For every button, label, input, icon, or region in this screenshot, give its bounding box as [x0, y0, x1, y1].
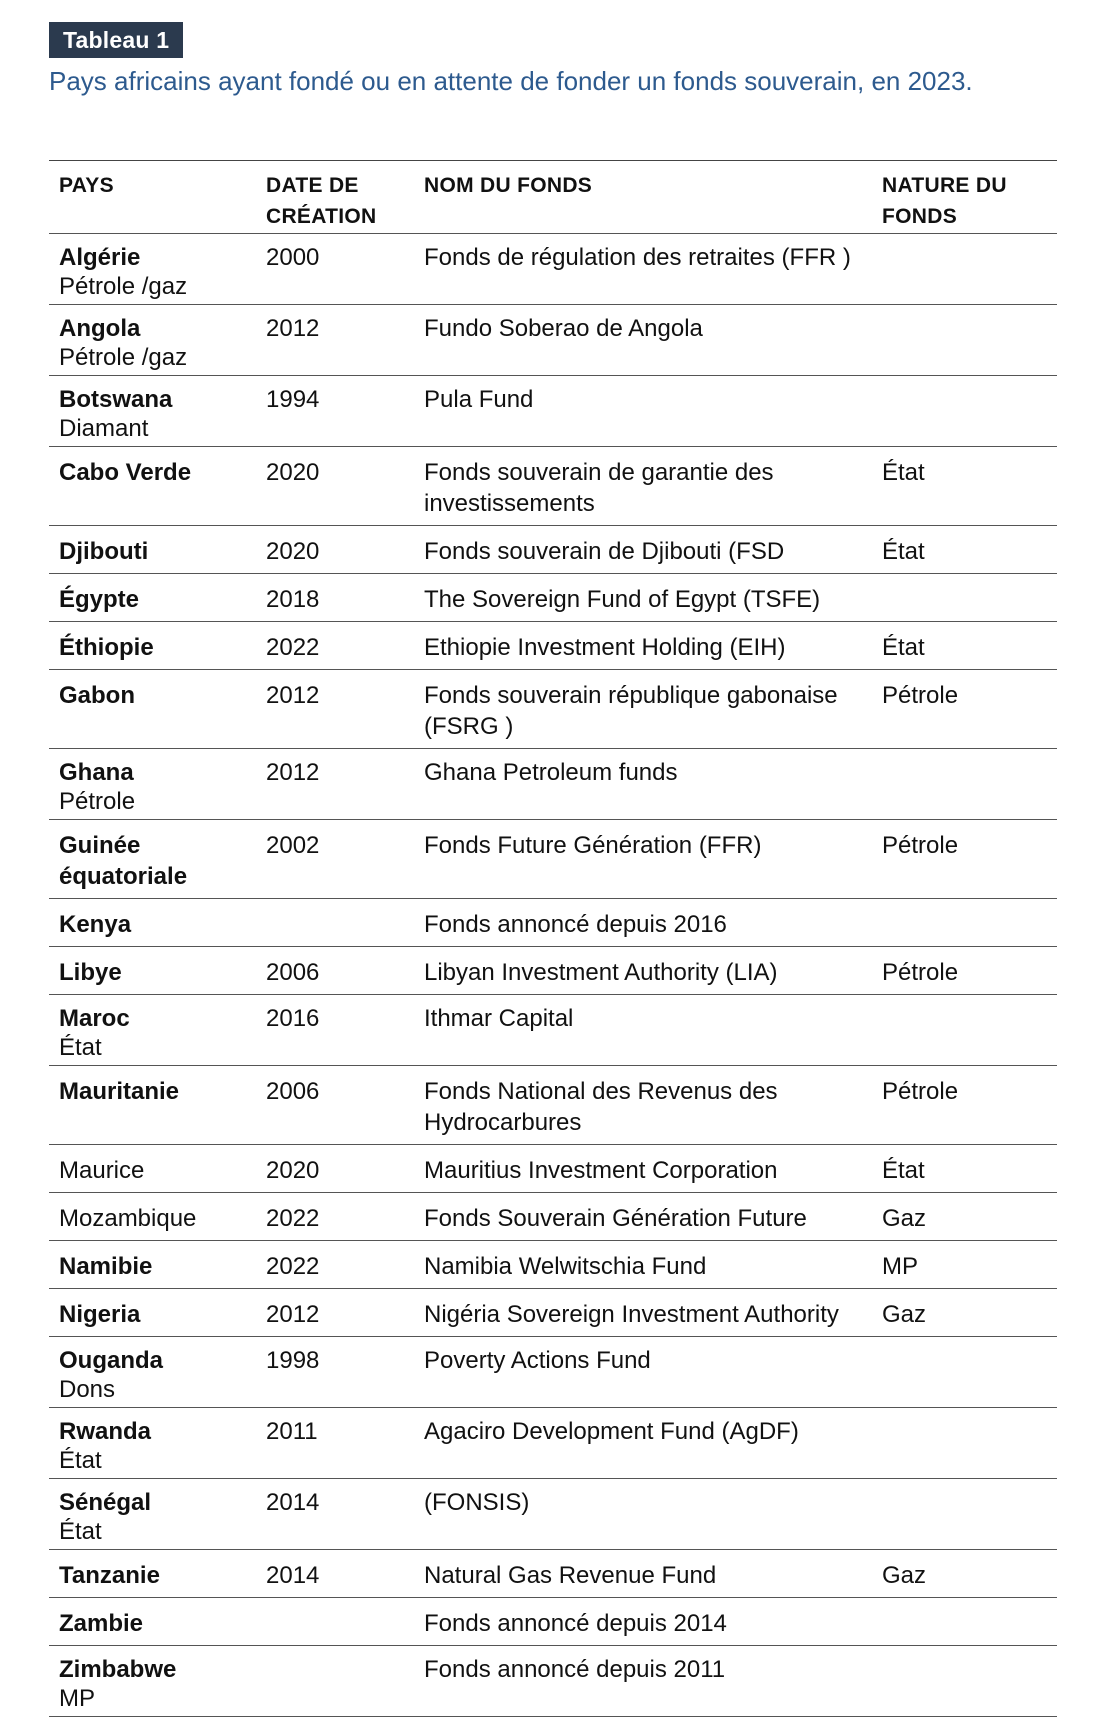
- table-row: [49, 1479, 1057, 1550]
- fund-name-cell: Nigéria Sovereign Investment Authority: [424, 1301, 839, 1328]
- country-name: Namibie: [59, 1253, 153, 1280]
- fund-name-cell: Fonds de régulation des retraites (FFR ): [424, 244, 851, 271]
- table-row: [49, 1598, 1057, 1646]
- country-cell: [49, 680, 266, 742]
- country-name: Rwanda: [59, 1418, 152, 1445]
- country-name: Mozambique: [59, 1205, 197, 1232]
- creation-date-cell: [266, 909, 424, 940]
- header-date: [266, 170, 424, 232]
- fund-name-cell: Namibia Welwitschia Fund: [424, 1253, 707, 1280]
- country-resource: État: [59, 1447, 102, 1474]
- fund-name-cell: Fonds annoncé depuis 2014: [424, 1610, 727, 1637]
- fund-nature-cell: Pétrole: [882, 959, 959, 986]
- header-country-label: PAYS: [59, 174, 114, 197]
- creation-date-cell: 2022: [266, 634, 320, 661]
- creation-date-cell: 2006: [266, 959, 320, 986]
- fund-name-cell: Fonds annoncé depuis 2011: [424, 1656, 726, 1683]
- fund-nature-cell: Pétrole: [882, 1078, 959, 1105]
- fund-nature-cell: [882, 313, 1057, 371]
- fund-name-cell: Fonds annoncé depuis 2016: [424, 911, 727, 938]
- table-row: [49, 1289, 1057, 1337]
- table-row: [49, 1550, 1057, 1598]
- creation-date-cell: 2018: [266, 586, 320, 613]
- country-resource: État: [59, 1034, 102, 1061]
- fund-name-cell: Ghana Petroleum funds: [424, 759, 678, 786]
- fund-nature-cell: [882, 1345, 1057, 1403]
- fund-name-cell: Agaciro Development Fund (AgDF): [424, 1418, 799, 1445]
- table-row: [49, 574, 1057, 622]
- table-row: [49, 1241, 1057, 1289]
- country-name: Ghana: [59, 759, 134, 786]
- country-cell: [49, 1203, 266, 1234]
- country-name: Zambie: [59, 1610, 144, 1637]
- table-row: [49, 995, 1057, 1066]
- country-cell: [49, 1416, 266, 1474]
- fund-name-cell: Fonds souverain république gabonaise (FSRG ): [424, 682, 838, 740]
- country-cell: [49, 584, 266, 615]
- creation-date-cell: 2020: [266, 538, 320, 565]
- country-name: Kenya: [59, 911, 132, 938]
- table-label: Tableau 1: [49, 22, 183, 58]
- header-nature-line2: FONDS: [882, 205, 957, 228]
- country-cell: [49, 632, 266, 663]
- country-cell: [49, 1155, 266, 1186]
- creation-date-cell: 2000: [266, 244, 320, 271]
- fund-nature-cell: MP: [882, 1253, 918, 1280]
- table-row: [49, 376, 1057, 447]
- table-row: [49, 1337, 1057, 1408]
- country-name: Maroc: [59, 1005, 130, 1032]
- country-name: Angola: [59, 315, 141, 342]
- creation-date-cell: 1994: [266, 386, 320, 413]
- fund-name-cell: Ethiopie Investment Holding (EIH): [424, 634, 786, 661]
- country-cell: [49, 1251, 266, 1282]
- country-name: Maurice: [59, 1157, 145, 1184]
- country-cell: [49, 909, 266, 940]
- country-resource: Pétrole /gaz: [59, 344, 188, 371]
- fund-nature-cell: [882, 1487, 1057, 1545]
- fund-nature-cell: [882, 242, 1057, 300]
- fund-nature-cell: Pétrole: [882, 682, 959, 709]
- creation-date-cell: 2006: [266, 1078, 320, 1105]
- fund-name-cell: Poverty Actions Fund: [424, 1347, 651, 1374]
- country-cell: [49, 957, 266, 988]
- fund-nature-cell: État: [882, 538, 925, 565]
- fund-name-cell: Fundo Soberao de Angola: [424, 315, 703, 342]
- fund-name-cell: Fonds souverain de garantie des investissements: [424, 459, 774, 517]
- fund-name-cell: Fonds National des Revenus des Hydrocarbures: [424, 1078, 778, 1136]
- country-name: Sénégal: [59, 1489, 152, 1516]
- country-name: Mauritanie: [59, 1078, 180, 1105]
- country-cell: [49, 384, 266, 442]
- header-country: [49, 170, 266, 232]
- fund-name-cell: Natural Gas Revenue Fund: [424, 1562, 717, 1589]
- country-cell: [49, 757, 266, 815]
- creation-date-cell: 2020: [266, 1157, 320, 1184]
- country-resource: État: [59, 1518, 102, 1545]
- fund-nature-cell: [882, 1654, 1057, 1712]
- fund-name-cell: Ithmar Capital: [424, 1005, 574, 1032]
- country-name: Cabo Verde: [59, 459, 192, 486]
- fund-nature-cell: Pétrole: [882, 832, 959, 859]
- creation-date-cell: 2022: [266, 1205, 320, 1232]
- table-row: [49, 1145, 1057, 1193]
- country-name: Égypte: [59, 586, 140, 613]
- country-cell: [49, 536, 266, 567]
- country-cell: [49, 313, 266, 371]
- table-row: [49, 622, 1057, 670]
- header-date-line2: CRÉATION: [266, 205, 377, 228]
- country-resource: Pétrole /gaz: [59, 273, 188, 300]
- fund-name-cell: Fonds souverain de Djibouti (FSD: [424, 538, 785, 565]
- fund-nature-cell: Gaz: [882, 1205, 927, 1232]
- country-name: Tanzanie: [59, 1562, 160, 1589]
- fund-name-cell: Fonds Future Génération (FFR): [424, 832, 762, 859]
- fund-name-cell: Mauritius Investment Corporation: [424, 1157, 778, 1184]
- table-header-row: [49, 161, 1057, 234]
- fund-nature-cell: [882, 909, 1057, 940]
- creation-date-cell: 1998: [266, 1347, 320, 1374]
- fund-nature-cell: [882, 584, 1057, 615]
- table-row: [49, 899, 1057, 947]
- country-name: Algérie: [59, 244, 141, 271]
- country-name: Libye: [59, 959, 122, 986]
- creation-date-cell: 2012: [266, 759, 320, 786]
- header-nature-line1: NATURE DU: [882, 174, 1007, 197]
- table-row: [49, 1408, 1057, 1479]
- table-row: [49, 820, 1057, 899]
- creation-date-cell: 2020: [266, 459, 320, 486]
- country-name: Guinée équatoriale: [59, 832, 188, 890]
- country-cell: [49, 1076, 266, 1138]
- table-row: [49, 447, 1057, 526]
- fund-nature-cell: [882, 1003, 1057, 1061]
- country-resource: Dons: [59, 1376, 116, 1403]
- creation-date-cell: 2014: [266, 1489, 320, 1516]
- fund-nature-cell: État: [882, 634, 925, 661]
- table-row: [49, 526, 1057, 574]
- country-resource: Pétrole: [59, 788, 136, 815]
- country-name: Ouganda: [59, 1347, 164, 1374]
- creation-date-cell: [266, 1654, 424, 1712]
- fund-nature-cell: État: [882, 459, 925, 486]
- creation-date-cell: 2012: [266, 1301, 320, 1328]
- header-date-line1: DATE DE: [266, 174, 359, 197]
- country-cell: [49, 1299, 266, 1330]
- creation-date-cell: 2011: [266, 1418, 318, 1445]
- country-name: Zimbabwe: [59, 1656, 177, 1683]
- creation-date-cell: 2002: [266, 832, 320, 859]
- creation-date-cell: 2012: [266, 682, 320, 709]
- table-body: [49, 234, 1057, 1717]
- country-resource: MP: [59, 1685, 95, 1712]
- table-title: Pays africains ayant fondé ou en attente de fonder un fonds souverain, en 2023.: [49, 66, 973, 96]
- header-nature: [882, 170, 1057, 232]
- table-row: [49, 1646, 1057, 1717]
- table-row: [49, 234, 1057, 305]
- country-name: Botswana: [59, 386, 173, 413]
- header-name: [424, 170, 882, 232]
- header-name-label: NOM DU FONDS: [424, 174, 593, 197]
- country-cell: [49, 830, 266, 892]
- fund-name-cell: Pula Fund: [424, 386, 534, 413]
- fund-nature-cell: [882, 1416, 1057, 1474]
- creation-date-cell: 2022: [266, 1253, 320, 1280]
- fund-nature-cell: [882, 757, 1057, 815]
- country-name: Éthiopie: [59, 634, 154, 661]
- table-row: [49, 305, 1057, 376]
- fund-nature-cell: [882, 1608, 1057, 1639]
- creation-date-cell: 2014: [266, 1562, 320, 1589]
- table-row: [49, 947, 1057, 995]
- country-name: Djibouti: [59, 538, 149, 565]
- fund-name-cell: (FONSIS): [424, 1489, 530, 1516]
- country-cell: [49, 1487, 266, 1545]
- fund-nature-cell: Gaz: [882, 1301, 927, 1328]
- creation-date-cell: [266, 1608, 424, 1639]
- country-cell: [49, 457, 266, 519]
- fund-name-cell: Fonds Souverain Génération Future: [424, 1205, 807, 1232]
- table-row: [49, 670, 1057, 749]
- creation-date-cell: 2012: [266, 315, 320, 342]
- country-name: Gabon: [59, 682, 135, 709]
- table-row: [49, 1193, 1057, 1241]
- table-row: [49, 1066, 1057, 1145]
- country-cell: [49, 242, 266, 300]
- fund-nature-cell: [882, 384, 1057, 442]
- country-cell: [49, 1560, 266, 1591]
- country-name: Nigeria: [59, 1301, 141, 1328]
- country-cell: [49, 1654, 266, 1712]
- fund-name-cell: The Sovereign Fund of Egypt (TSFE): [424, 586, 821, 613]
- fund-nature-cell: Gaz: [882, 1562, 927, 1589]
- fund-name-cell: Libyan Investment Authority (LIA): [424, 959, 778, 986]
- table-row: [49, 749, 1057, 820]
- creation-date-cell: 2016: [266, 1005, 320, 1032]
- country-resource: Diamant: [59, 415, 149, 442]
- country-cell: [49, 1608, 266, 1639]
- country-cell: [49, 1003, 266, 1061]
- fund-nature-cell: État: [882, 1157, 925, 1184]
- country-cell: [49, 1345, 266, 1403]
- sovereign-funds-table: [49, 160, 1057, 1717]
